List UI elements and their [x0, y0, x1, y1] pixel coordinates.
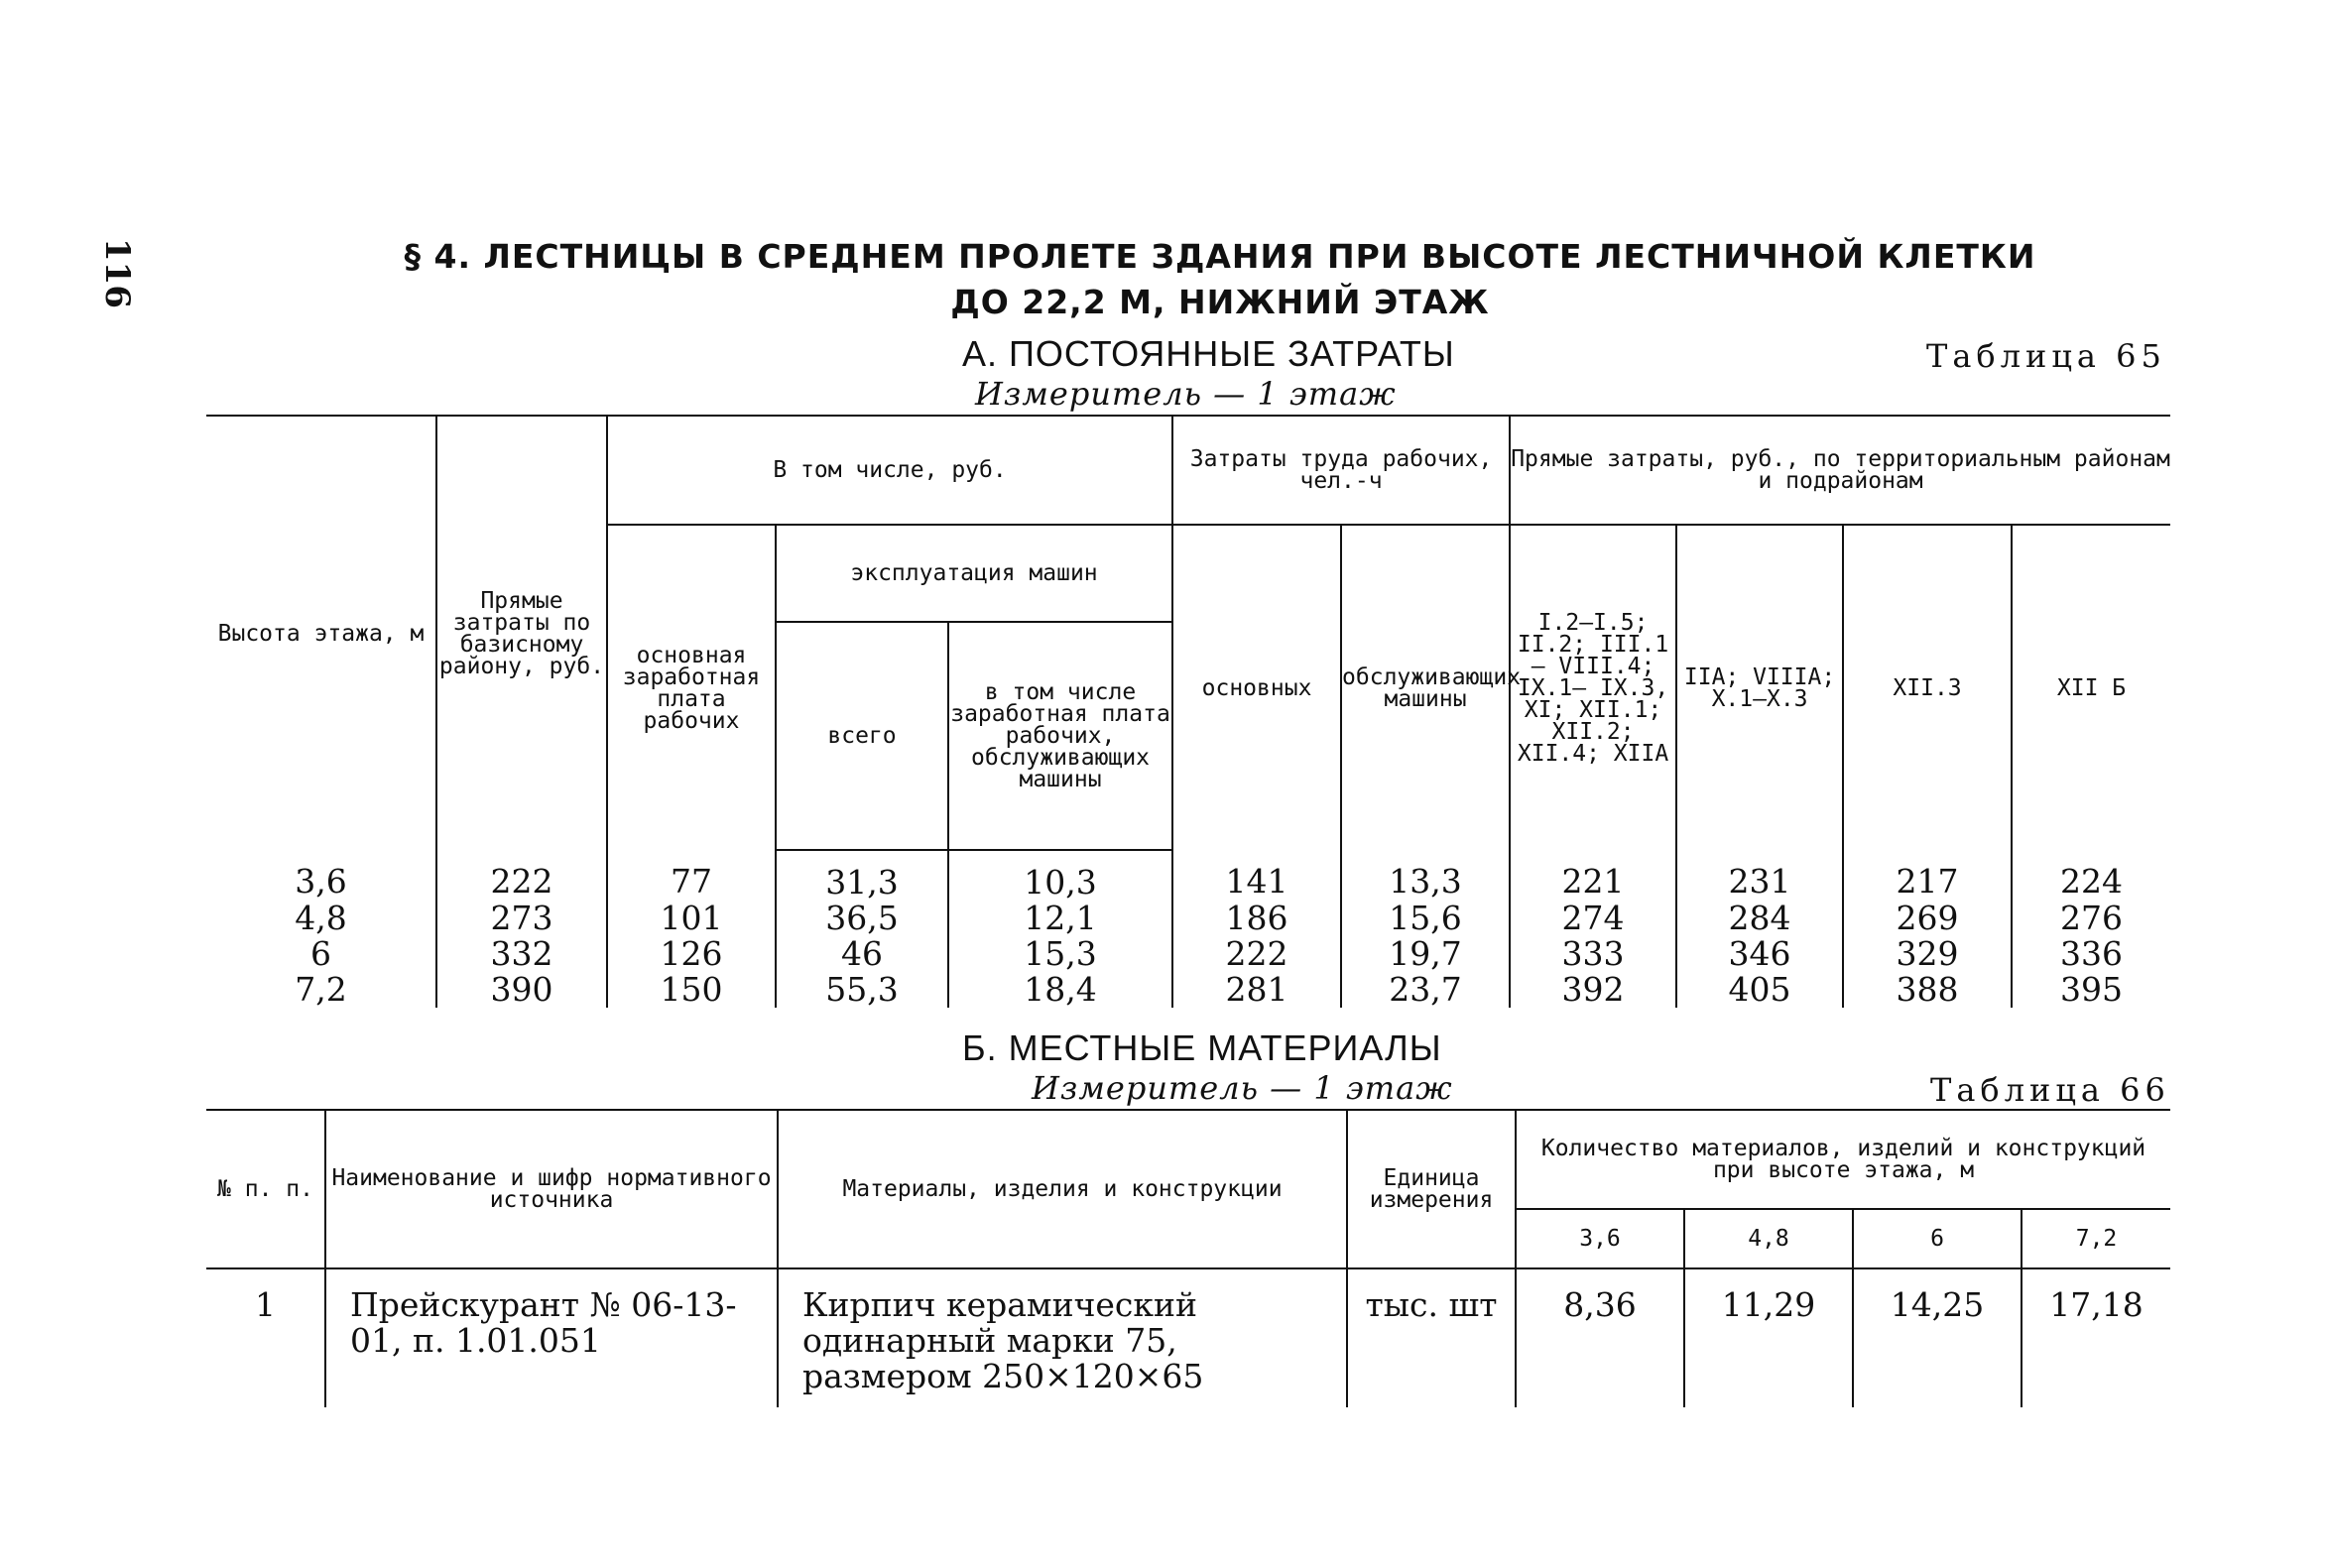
cell: 101 [607, 901, 776, 936]
cell: 284 [1676, 901, 1843, 936]
cell: 405 [1676, 972, 1843, 1008]
table-66 [206, 1109, 2170, 1407]
cell-source: Прейскурант № 06-13-01, п. 1.01.051 [325, 1268, 778, 1407]
part-b-title: Б. МЕСТНЫЕ МАТЕРИАЛЫ [962, 1027, 1442, 1068]
cell: 222 [1172, 936, 1341, 972]
cell: 281 [1172, 972, 1341, 1008]
header-height-1: 3,6 [1516, 1209, 1684, 1268]
header-machine-wage: в том числе заработная плата рабочих, обслуживающих машины [948, 622, 1172, 850]
header-source: Наименование и шифр нормативного источника [325, 1110, 778, 1268]
cell: 141 [1172, 850, 1341, 901]
cell: 19,7 [1341, 936, 1510, 972]
part-a-title: А. ПОСТОЯННЫЕ ЗАТРАТЫ [962, 333, 1455, 374]
cell: 273 [436, 901, 607, 936]
table-row [206, 1268, 2170, 1407]
header-labor-serving: обслуживающих машины [1341, 525, 1510, 850]
header-region-3: XII.3 [1843, 525, 2012, 850]
cell: 55,3 [776, 972, 948, 1008]
header-unit: Единица измерения [1347, 1110, 1516, 1268]
cell: 231 [1676, 850, 1843, 901]
part-a-measure: Измеритель — 1 этаж [975, 375, 1397, 413]
header-base-wage: основная заработная плата рабочих [607, 525, 776, 850]
cell-quantity-1: 8,36 [1516, 1268, 1684, 1407]
cell: 10,3 [948, 850, 1172, 901]
cell-quantity-2: 11,29 [1684, 1268, 1853, 1407]
header-height-3: 6 [1853, 1209, 2022, 1268]
part-b-measure: Измеритель — 1 этаж [1032, 1069, 1453, 1107]
table-65 [206, 415, 2170, 1008]
section-title [327, 234, 2113, 325]
header-height-4: 7,2 [2022, 1209, 2170, 1268]
cell: 36,5 [776, 901, 948, 936]
header-regional: Прямые затраты, руб., по территориальным районам и подрайонам [1510, 416, 2170, 525]
cell: 269 [1843, 901, 2012, 936]
cell: 3,6 [295, 862, 347, 901]
cell-quantity-3: 14,25 [1853, 1268, 2022, 1407]
header-region-1: I.2—I.5; II.2; III.1— VIII.4; IX.1— IX.3, XI; XII.1; XII.2; XII.4; XIIA [1510, 525, 1676, 850]
cell: 7,2 [295, 970, 347, 1009]
cell: 15,3 [948, 936, 1172, 972]
header-height: Высота этажа, м [206, 416, 436, 850]
table-row [206, 972, 2170, 1008]
header-machine-operation: эксплуатация машин [776, 525, 1172, 622]
header-materials: Материалы, изделия и конструкции [778, 1110, 1347, 1268]
header-including: В том числе, руб. [607, 416, 1172, 525]
cell: 6 [310, 934, 331, 973]
cell: 274 [1510, 901, 1676, 936]
header-height-2: 4,8 [1684, 1209, 1853, 1268]
cell: 329 [1843, 936, 2012, 972]
cell: 15,6 [1341, 901, 1510, 936]
cell: 332 [436, 936, 607, 972]
cell: 46 [776, 936, 948, 972]
cell-unit: тыс. шт [1347, 1268, 1516, 1407]
cell: 18,4 [948, 972, 1172, 1008]
cell: 276 [2012, 901, 2170, 936]
cell: 186 [1172, 901, 1341, 936]
cell: 126 [607, 936, 776, 972]
cell-number: 1 [255, 1285, 276, 1324]
cell: 388 [1843, 972, 2012, 1008]
cell: 31,3 [776, 850, 948, 901]
cell: 77 [607, 850, 776, 901]
table-row [206, 850, 2170, 901]
header-labor-main: основных [1172, 525, 1341, 850]
header-quantity: Количество материалов, изделий и конструкций при высоте этажа, м [1516, 1110, 2170, 1209]
cell: 392 [1510, 972, 1676, 1008]
cell: 395 [2012, 972, 2170, 1008]
page-number: 116 [97, 238, 137, 308]
cell-quantity-4: 17,18 [2022, 1268, 2170, 1407]
cell: 12,1 [948, 901, 1172, 936]
header-number: № п. п. [206, 1110, 325, 1268]
cell: 224 [2012, 850, 2170, 901]
header-direct-costs: Прямые затраты по базисному району, руб. [436, 416, 607, 850]
section-title-line-1: § 4. ЛЕСТНИЦЫ В СРЕДНЕМ ПРОЛЕТЕ ЗДАНИЯ ПРИ ВЫСОТЕ ЛЕСТНИЧНОЙ КЛЕТКИ [404, 237, 2036, 276]
header-labor: Затраты труда рабочих, чел.-ч [1172, 416, 1510, 525]
cell: 23,7 [1341, 972, 1510, 1008]
header-region-4: XII Б [2012, 525, 2170, 850]
cell: 217 [1843, 850, 2012, 901]
header-region-2: IIA; VIIIA; X.1—X.3 [1676, 525, 1843, 850]
section-title-line-2: ДО 22,2 М, НИЖНИЙ ЭТАЖ [950, 283, 1490, 321]
cell: 336 [2012, 936, 2170, 972]
cell: 13,3 [1341, 850, 1510, 901]
cell: 4,8 [295, 899, 347, 937]
table-row [206, 936, 2170, 972]
cell: 346 [1676, 936, 1843, 972]
cell: 221 [1510, 850, 1676, 901]
cell-material: Кирпич керамический одинарный марки 75, размером 250×120×65 [778, 1268, 1347, 1407]
cell: 150 [607, 972, 776, 1008]
cell: 333 [1510, 936, 1676, 972]
table-66-label: Таблица 66 [1930, 1071, 2170, 1109]
table-65-label: Таблица 65 [1926, 337, 2166, 375]
table-row [206, 901, 2170, 936]
header-machine-total: всего [776, 622, 948, 850]
cell: 222 [436, 850, 607, 901]
cell: 390 [436, 972, 607, 1008]
